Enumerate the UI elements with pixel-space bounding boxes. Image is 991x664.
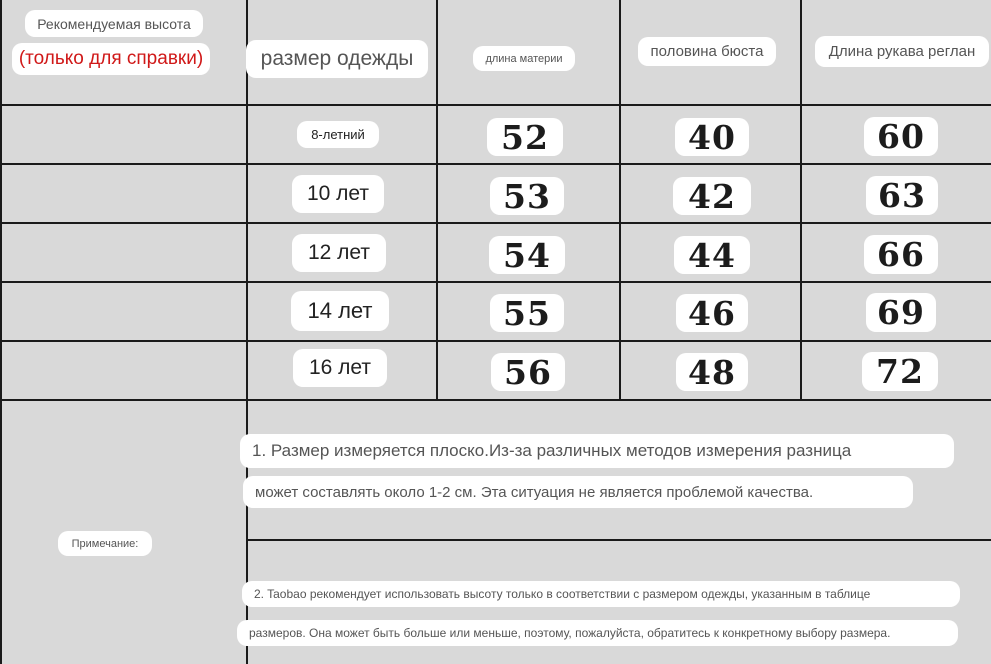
sleeve-value: 69 bbox=[866, 293, 936, 332]
bust-value: 42 bbox=[673, 177, 751, 215]
sleeve-value: 72 bbox=[862, 352, 938, 391]
bust-value: 46 bbox=[676, 294, 748, 332]
bust-value: 48 bbox=[676, 353, 748, 391]
header-recommended-height: Рекомендуемая высота bbox=[25, 10, 203, 37]
note-1-line-1: 1. Размер измеряется плоско.Из-за различных методов измерения разница bbox=[240, 434, 954, 468]
length-value: 54 bbox=[489, 236, 565, 274]
size-cell: 8-летний bbox=[297, 121, 379, 148]
sleeve-value: 60 bbox=[864, 117, 938, 156]
grid-line bbox=[619, 0, 621, 401]
grid-line bbox=[0, 222, 991, 224]
note-2-line-2: размеров. Она может быть больше или меньше, поэтому, пожалуйста, обратитесь к конкретному выбору размера. bbox=[237, 620, 958, 646]
header-half-bust: половина бюста bbox=[638, 37, 776, 66]
bust-value: 44 bbox=[674, 236, 750, 274]
grid-line bbox=[0, 104, 991, 106]
grid-line bbox=[0, 340, 991, 342]
sleeve-value: 63 bbox=[866, 176, 938, 215]
header-raglan-sleeve: Длина рукава реглан bbox=[815, 36, 989, 67]
grid-line bbox=[247, 539, 991, 541]
grid-line bbox=[246, 0, 248, 664]
grid-line bbox=[800, 0, 802, 401]
size-cell: 12 лет bbox=[292, 234, 386, 272]
size-cell: 10 лет bbox=[292, 175, 384, 213]
grid-line bbox=[0, 0, 2, 664]
length-value: 56 bbox=[491, 353, 565, 391]
header-reference-only: (только для справки) bbox=[12, 43, 210, 75]
grid-line bbox=[0, 163, 991, 165]
grid-line bbox=[0, 281, 991, 283]
length-value: 55 bbox=[490, 294, 564, 332]
header-length: длина материи bbox=[473, 46, 575, 71]
grid-line bbox=[0, 399, 991, 401]
length-value: 53 bbox=[490, 177, 564, 215]
note-2-line-1: 2. Taobao рекомендует использовать высоту только в соответствии с размером одежды, указанным в таблице bbox=[242, 581, 960, 607]
length-value: 52 bbox=[487, 118, 563, 156]
grid-line bbox=[436, 0, 438, 401]
header-clothing-size: размер одежды bbox=[246, 40, 428, 78]
bust-value: 40 bbox=[675, 118, 749, 156]
size-cell: 16 лет bbox=[293, 349, 387, 387]
sleeve-value: 66 bbox=[864, 235, 938, 274]
size-cell: 14 лет bbox=[291, 291, 389, 331]
notes-label: Примечание: bbox=[58, 531, 152, 556]
note-1-line-2: может составлять около 1-2 см. Эта ситуация не является проблемой качества. bbox=[243, 476, 913, 508]
